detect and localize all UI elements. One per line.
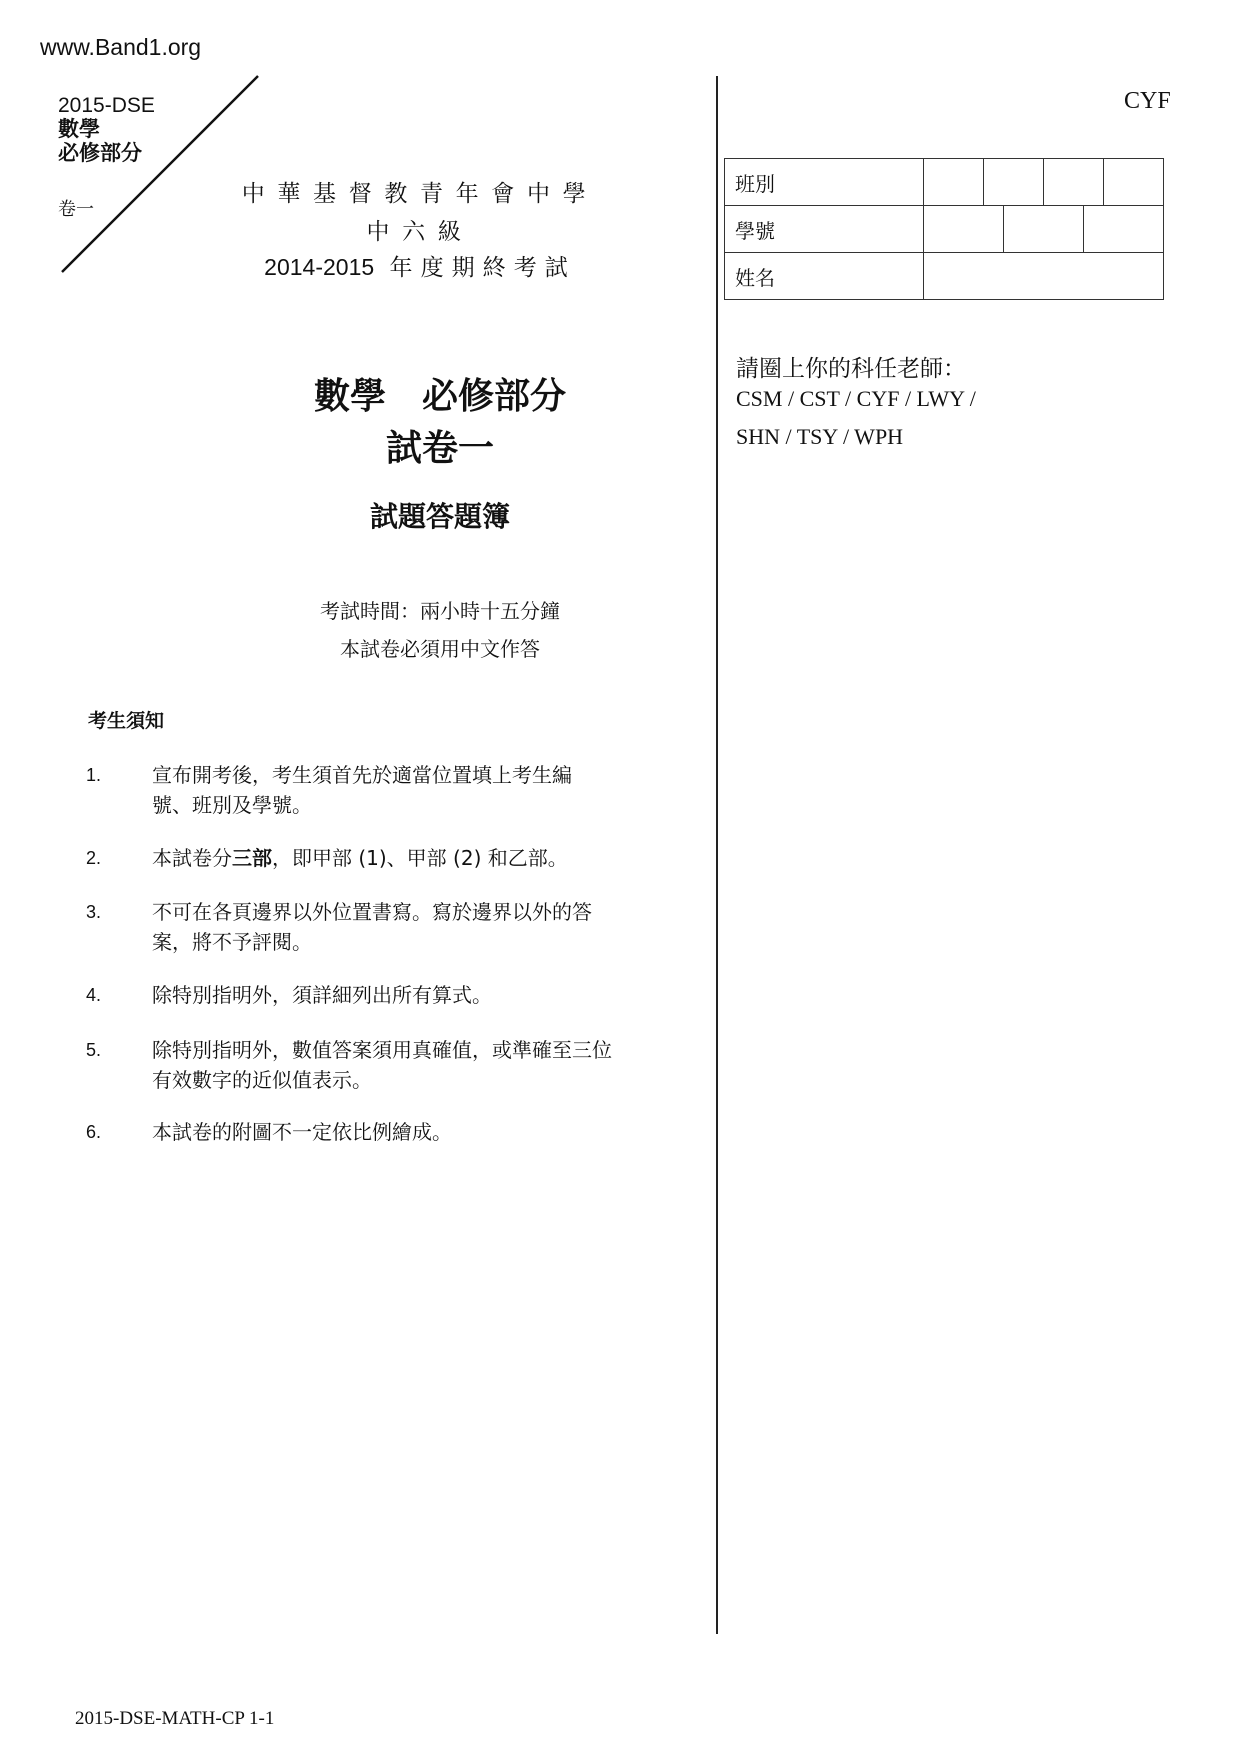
class-box[interactable]: [1044, 159, 1104, 206]
instruction-number: 1.: [86, 765, 102, 785]
form-level: 中六級: [366, 219, 474, 245]
paper-title: 試卷一: [385, 428, 494, 469]
instruction-item: [86, 980, 646, 1010]
exam-year: 2014-2015: [264, 254, 375, 280]
instruction-text: 宣布開考後，考生須首先於適當位置填上考生編號、班別及學號。: [152, 763, 572, 817]
instructions-heading: 考生須知: [88, 710, 165, 732]
booklet-title: 試題答題簿: [369, 500, 510, 533]
student-id-table: [724, 158, 1164, 300]
teacher-options-line2: SHN / TSY / WPH: [736, 424, 904, 449]
teacher-code: CYF: [1124, 88, 1171, 114]
corner-paper: 卷一: [58, 199, 94, 219]
instruction-text: [152, 843, 646, 873]
name-field[interactable]: [924, 253, 1164, 300]
class-box[interactable]: [984, 159, 1044, 206]
instruction-text: 本試卷的附圖不一定依比例繪成。: [152, 1120, 452, 1144]
class-box[interactable]: [924, 159, 984, 206]
page-footer: 2015-DSE-MATH-CP 1-1: [75, 1708, 275, 1729]
number-box[interactable]: [1084, 206, 1163, 252]
number-box[interactable]: [924, 206, 1004, 252]
instruction-number: 4.: [86, 985, 102, 1005]
class-label: 班別: [725, 159, 924, 206]
exam-time: 考試時間：兩小時十五分鐘: [320, 599, 560, 623]
instruction-number: 3.: [86, 902, 102, 922]
watermark: www.Band1.org: [40, 34, 202, 60]
exam-language: 本試卷必須用中文作答: [340, 637, 540, 661]
subject-title: 數學 必修部分: [313, 376, 566, 417]
instruction-item: [86, 897, 646, 957]
instruction-number: 5.: [86, 1040, 102, 1060]
instruction-number: 6.: [86, 1122, 102, 1142]
number-label: 學號: [725, 206, 924, 253]
exam-title: 年度期終考試: [389, 255, 576, 281]
page-divider: [716, 76, 718, 1634]
instruction-text-part: ，即甲部 (1)、甲部 (2) 和乙部。: [272, 846, 568, 870]
instruction-text-part: 本試卷分: [152, 846, 232, 870]
instruction-text: 除特別指明外，數值答案須用真確值，或準確至三位有效數字的近似值表示。: [152, 1038, 612, 1092]
exam-name: [220, 249, 620, 282]
school-name: 中華基督教青年會中學: [241, 181, 599, 207]
corner-year: 2015-DSE: [58, 94, 155, 117]
corner-subject: 數學: [58, 118, 100, 141]
instruction-item: [86, 760, 646, 820]
number-box[interactable]: [1004, 206, 1084, 252]
class-box[interactable]: [1104, 159, 1164, 206]
number-boxes: [924, 206, 1164, 253]
instruction-text-bold: 三部: [232, 846, 272, 870]
teacher-options-line1: CSM / CST / CYF / LWY /: [736, 386, 976, 411]
instruction-text: 除特別指明外，須詳細列出所有算式。: [152, 983, 492, 1007]
instruction-text: 不可在各頁邊界以外位置書寫。寫於邊界以外的答案，將不予評閱。: [152, 900, 592, 954]
name-label: 姓名: [725, 253, 924, 300]
instruction-item: [86, 843, 646, 873]
instruction-item: [86, 1117, 646, 1147]
teacher-prompt: 請圈上你的科任老師：: [736, 356, 966, 382]
instruction-number: 2.: [86, 848, 102, 868]
corner-part: 必修部分: [58, 142, 142, 165]
instruction-item: [86, 1035, 646, 1095]
corner-label: [58, 94, 155, 166]
